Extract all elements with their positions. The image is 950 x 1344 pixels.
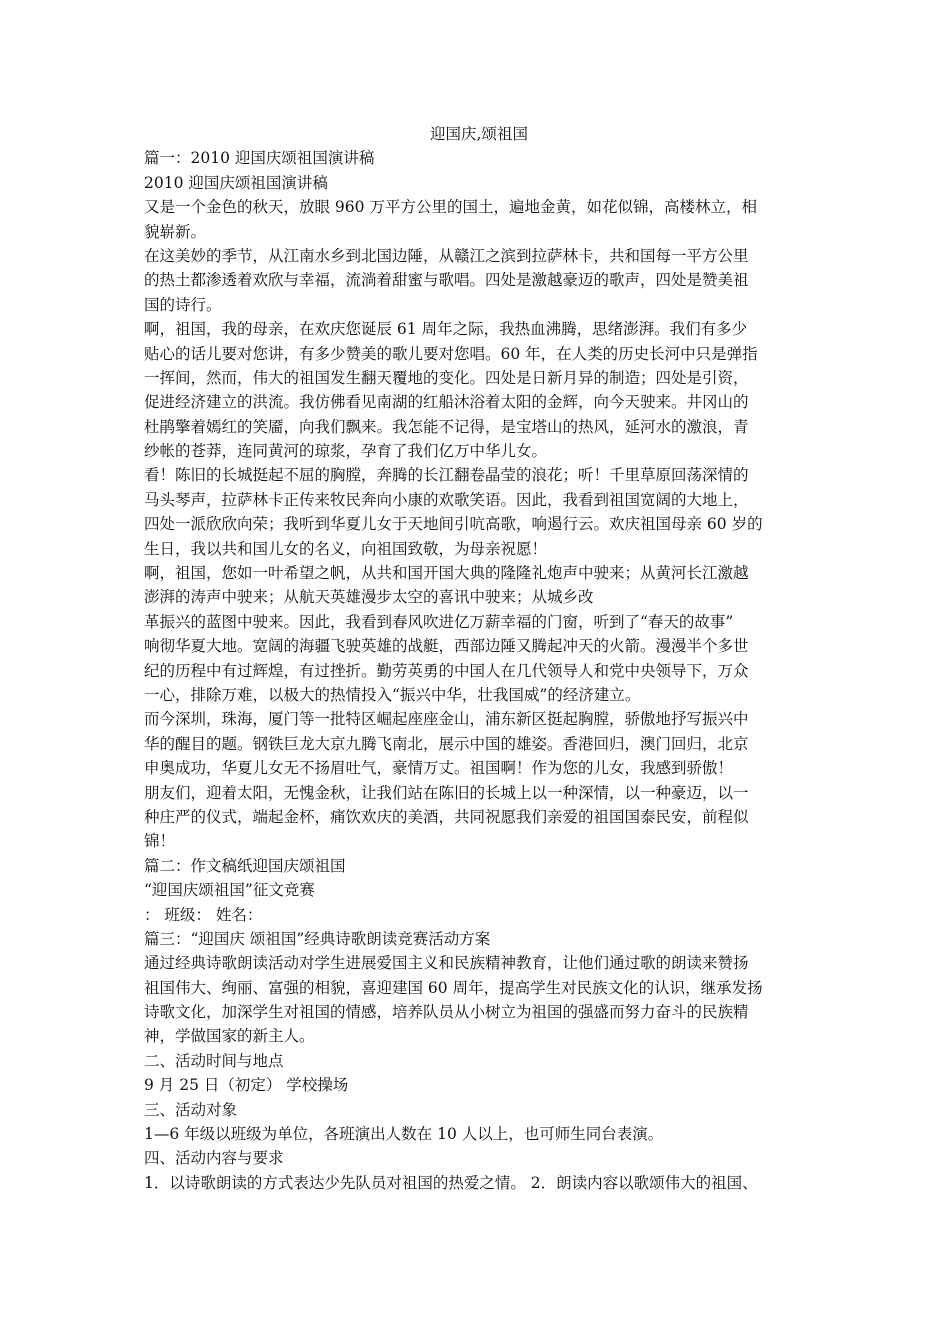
text-line: 种庄严的仪式，端起金杯，痛饮欢庆的美酒，共同祝愿我们亲爱的祖国国泰民安，前程似: [144, 807, 749, 826]
text-line: 啊，祖国，我的母亲，在欢庆您诞辰 61 周年之际，我热血沸腾，思绪澎湃。我们有多少: [144, 320, 748, 339]
text-line: 神，学做国家的新主人。: [144, 1027, 315, 1046]
text-line: 1．以诗歌朗读的方式表达少先队员对祖国的热爱之情。 2．朗读内容以歌颂伟大的祖国、: [144, 1173, 758, 1192]
document-title: 迎国庆,颂祖国: [430, 125, 528, 143]
text-line: 四、活动内容与要求: [144, 1149, 284, 1168]
text-line: 纪的历程中有过辉煌，有过挫折。勤劳英勇的中国人在几代领导人和党中央领导下，万众: [144, 661, 749, 680]
text-line: 一挥间，然而，伟大的祖国发生翻天覆地的变化。四处是日新月异的制造；四处是引资，: [144, 368, 749, 387]
text-line: “迎国庆颂祖国”征文竞赛: [144, 881, 315, 900]
text-line: 四处一派欣欣向荣；我听到华夏儿女于天地间引吭高歌，响遏行云。欢庆祖国母亲 60 岁的: [144, 515, 763, 534]
text-line: 马头琴声，拉萨林卡正传来牧民奔向小康的欢歌笑语。因此，我看到祖国宽阔的大地上，: [144, 490, 749, 509]
text-line: 在这美妙的季节，从江南水乡到北国边陲，从赣江之滨到拉萨林卡，共和国每一平方公里: [144, 246, 749, 265]
text-line: 朋友们，迎着太阳，无愧金秋，让我们站在陈旧的长城上以一种深情，以一种豪迈，以一: [144, 783, 749, 802]
text-line: 三、活动对象: [144, 1100, 238, 1119]
text-line: 1—6 年级以班级为单位，各班演出人数在 10 人以上，也可师生同台表演。: [144, 1125, 664, 1144]
text-line: 响彻华夏大地。宽阔的海疆飞驶英雄的战艇，西部边陲又腾起冲天的火箭。漫漫半个多世: [144, 637, 749, 656]
text-line: 革振兴的蓝图中驶来。因此，我看到春风吹进亿万薪幸福的门窗，听到了“春天的故事”: [144, 612, 734, 631]
text-line: 祖国伟大、绚丽、富强的相貌，喜迎建国 60 周年，提高学生对民族文化的认识，继承发扬: [144, 978, 763, 997]
text-line: 篇一：2010 迎国庆颂祖国演讲稿: [144, 149, 375, 168]
text-line: 一心，排除万难，以极大的热情投入“振兴中华，壮我国威”的经济建立。: [144, 685, 641, 704]
text-line: 2010 迎国庆颂祖国演讲稿: [144, 173, 328, 192]
text-line: 看！陈旧的长城挺起不屈的胸膛，奔腾的长江翻卷晶莹的浪花；听！千里草原回荡深情的: [144, 466, 749, 485]
text-line: 促进经济建立的洪流。我仿佛看见南湖的红船沐浴着太阳的金辉，向今天驶来。井冈山的: [144, 393, 749, 412]
text-line: 澎湃的涛声中驶来；从航天英雄漫步太空的喜讯中驶来；从城乡改: [144, 588, 594, 607]
document-body: [144, 146, 814, 1195]
text-line: 贴心的话儿要对您讲，有多少赞美的歌儿要对您唱。60 年，在人类的历史长河中只是弹指: [144, 344, 758, 363]
text-line: 国的诗行。: [144, 295, 222, 314]
text-line: 华的醒目的题。钢铁巨龙大京九腾飞南北，展示中国的雄姿。香港回归，澳门回归，北京: [144, 734, 749, 753]
text-line: 篇三：“迎国庆 颂祖国”经典诗歌朗读竞赛活动方案: [144, 929, 491, 948]
document-page: [144, 122, 814, 1195]
text-line: 通过经典诗歌朗读活动对学生进展爱国主义和民族精神教育，让他们通过歌的朗读来赞扬: [144, 954, 749, 973]
text-line: 纱帐的苍莽，连同黄河的琼浆，孕育了我们亿万中华儿女。: [144, 442, 548, 461]
text-line: 锦！: [144, 832, 176, 851]
text-line: 貌崭新。: [144, 222, 207, 241]
text-line: 二、活动时间与地点: [144, 1051, 284, 1070]
text-line: 9 月 25 日（初定） 学校操场: [144, 1076, 349, 1095]
text-line: 篇二：作文稿纸迎国庆颂祖国: [144, 856, 346, 875]
text-line: 而今深圳，珠海，厦门等一批特区崛起座座金山，浦东新区挺起胸膛，骄傲地抒写振兴中: [144, 710, 749, 729]
text-line: 的热土都渗透着欢欣与幸福，流淌着甜蜜与歌唱。四处是激越豪迈的歌声，四处是赞美祖: [144, 271, 749, 290]
text-line: 诗歌文化，加深学生对祖国的情感，培养队员从小树立为祖国的强盛而努力奋斗的民族精: [144, 1003, 749, 1022]
text-line: ： 班级： 姓名：: [144, 905, 263, 924]
text-line: 杜鹃擎着嫣红的笑靥，向我们飘来。我怎能不记得，是宝塔山的热风，延河水的激浪，青: [144, 417, 749, 436]
text-line: 啊，祖国，您如一叶希望之帆，从共和国开国大典的隆隆礼炮声中驶来；从黄河长江激越: [144, 564, 749, 583]
text-line: 又是一个金色的秋天，放眼 960 万平方公里的国土，遍地金黄，如花似锦，高楼林立，相: [144, 198, 757, 217]
text-line: 申奥成功，华夏儿女无不扬眉吐气，豪情万丈。祖国啊！作为您的儿女，我感到骄傲！: [144, 759, 734, 778]
text-line: 生日，我以共和国儿女的名义，向祖国致敬，为母亲祝愿！: [144, 539, 548, 558]
